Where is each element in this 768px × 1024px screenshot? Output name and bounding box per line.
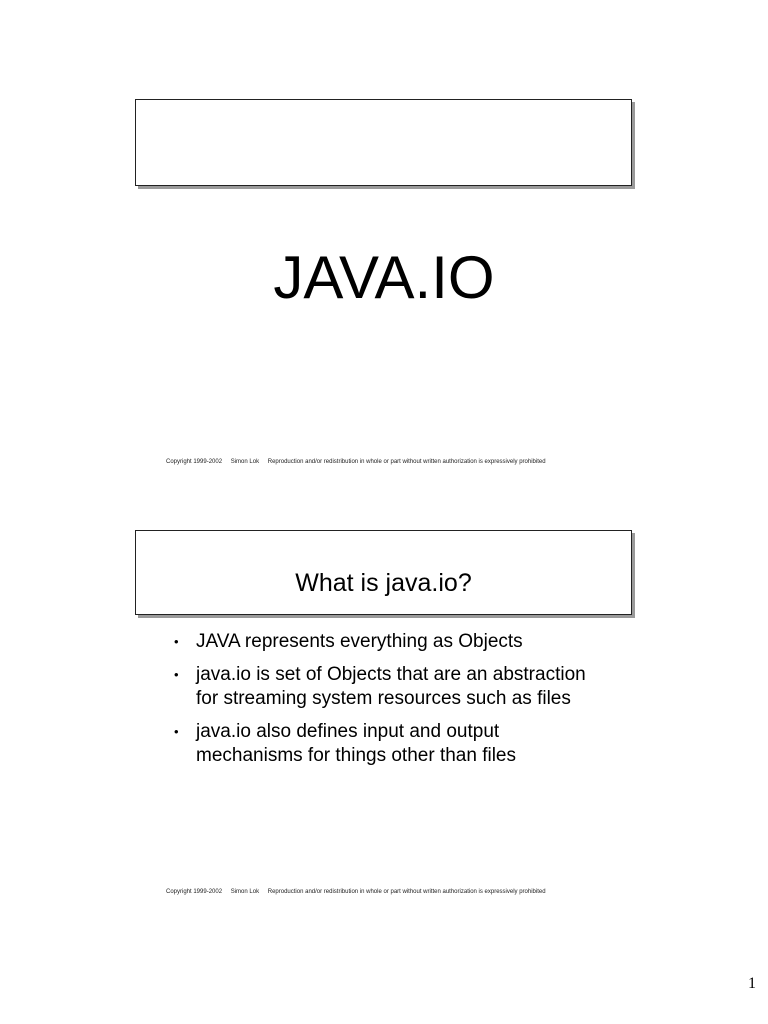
bullet-text: JAVA represents everything as Objects [196,631,523,652]
bullet-text: java.io is set of Objects that are an abstraction for streaming system resources such as files [196,664,586,709]
page-number: 1 [748,975,756,992]
copyright-notice: Reproduction and/or redistribution in whole or part without written authorization is expressively prohibited [267,889,546,895]
bullet-text: java.io also defines input and output mechanisms for things other than files [196,721,516,766]
copyright-year: Copyright 1999-2002 [166,889,223,895]
bullet-item [174,630,594,654]
slide1-title: JAVA.IO [273,244,495,311]
slide2-bullet-list [174,630,594,777]
bullet-icon: • [174,634,179,649]
copyright-year: Copyright 1999-2002 [166,459,223,465]
bullet-icon: • [174,724,179,739]
slide2-copyright [166,888,553,896]
copyright-notice: Reproduction and/or redistribution in whole or part without written authorization is expressively prohibited [267,459,546,465]
copyright-author: Simon Lok [230,459,260,465]
slide1-copyright [166,458,553,466]
copyright-author: Simon Lok [230,889,260,895]
bullet-item [174,720,594,768]
slide2-title: What is java.io? [295,569,472,597]
slide1-title-box [135,99,632,186]
bullet-icon: • [174,667,179,682]
slide2-title-box [135,530,632,615]
bullet-item [174,663,594,711]
